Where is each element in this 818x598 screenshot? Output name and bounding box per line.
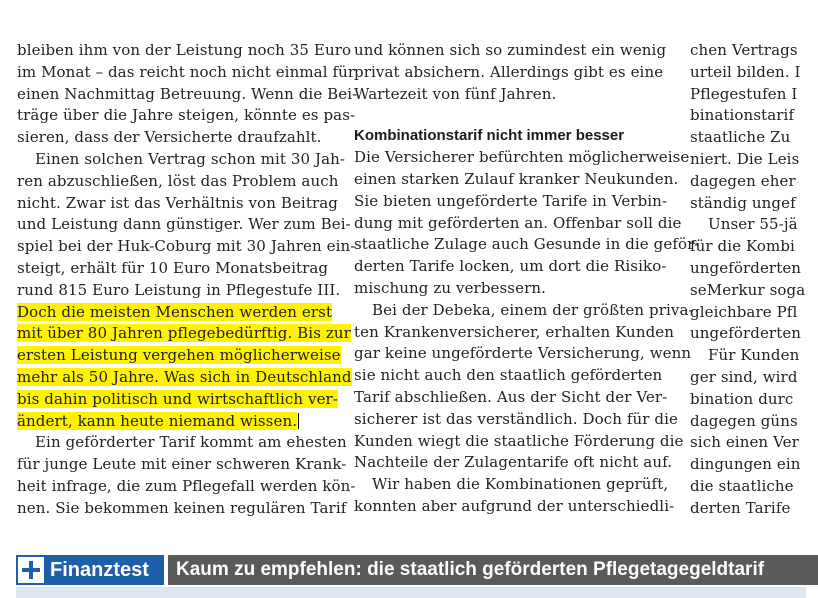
text-line: spiel bei der Huk-Coburg mit 30 Jahren ein-	[17, 237, 356, 256]
text-line: bleiben ihm von der Leistung noch 35 Euro	[17, 41, 352, 59]
article-column-2	[354, 40, 700, 518]
text-line: gar keine ungeförderte Versicherung, wenn	[354, 344, 692, 363]
text-line: ungeförderten	[690, 324, 802, 343]
text-line: sie nicht auch den staatlich geförderten	[354, 366, 663, 385]
text-line: niert. Die Leis	[690, 149, 800, 168]
text-line: dagegen güns	[690, 411, 798, 430]
text-line: urteil bilden. I	[690, 62, 801, 81]
text-line: Kunden wiegt die staatliche Förderung die	[354, 431, 684, 450]
text-line	[17, 345, 341, 367]
paragraph-8	[690, 40, 810, 214]
text-line: Die Versicherer befürchten möglicherweise	[354, 148, 690, 167]
highlighted-text: Doch die meisten Menschen werden erst	[17, 302, 333, 321]
text-line: sicherer ist das verständlich. Doch für die	[354, 409, 678, 428]
text-line: ständig ungef	[690, 193, 796, 212]
text-line: Für Kunden	[708, 346, 800, 365]
text-line	[17, 323, 351, 345]
text-line: und Leistung dann günstiger. Wer zum Bei-	[17, 215, 351, 234]
text-cursor	[298, 413, 299, 429]
text-line: für die Kombi	[690, 237, 795, 256]
text-line: Sie bieten ungeförderte Tarife in Verbin-	[354, 191, 668, 210]
text-line: und können sich so zumindest ein wenig	[354, 41, 667, 59]
text-line: Wartezeit von fünf Jahren.	[354, 84, 557, 103]
highlighted-text: ändert, kann heute niemand wissen.	[17, 411, 298, 430]
text-line: die staatliche	[690, 476, 794, 495]
text-line: sich einen Ver	[690, 433, 799, 452]
text-line: nen. Sie bekommen keinen regulären Tarif	[17, 498, 347, 517]
text-line: dagegen eher	[690, 171, 796, 190]
headline-text: Kaum zu empfehlen: die staatlich geförderten Pflegetagegeldtarif	[176, 559, 765, 580]
text-line: dung mit geförderten an. Offenbar soll die	[354, 213, 682, 232]
text-line: gleichbare Pfl	[690, 302, 798, 321]
text-line: mischung zu verbessern.	[354, 278, 546, 297]
text-line: konnten aber aufgrund der unterschiedli-	[354, 496, 675, 515]
text-line: Wir haben die Kombinationen geprüft,	[372, 475, 669, 494]
finanztest-banner	[16, 555, 816, 585]
text-line: dingungen ein	[690, 455, 801, 474]
text-line: einen starken Zulauf kranker Neukunden.	[354, 169, 679, 188]
text-line: einen Nachmittag Betreuung. Wenn die Bei-	[17, 84, 358, 103]
text-line: sieren, dass der Versicherte draufzahlt.	[17, 128, 322, 147]
finanztest-logo	[16, 555, 164, 585]
highlighted-text: mit über 80 Jahren pflegebedürftig. Bis zur	[17, 324, 351, 343]
text-line: derten Tarife locken, um dort die Risiko-	[354, 257, 667, 276]
logo-text: Finanztest	[50, 559, 149, 581]
paragraph-7	[354, 474, 675, 518]
text-line: bination durc	[690, 389, 794, 408]
text-line: binationstarif	[690, 106, 795, 125]
paragraph-10	[690, 345, 810, 519]
text-line: ger sind, wird	[690, 367, 798, 386]
text-line: Unser 55-jä	[708, 215, 798, 234]
paragraph-5	[354, 147, 700, 300]
subheading: Kombinationstarif nicht immer besser	[354, 127, 625, 145]
text-line: ungeförderten	[690, 258, 802, 277]
text-line: träge über die Jahre steigen, könnte es pas-	[17, 106, 356, 125]
text-line: ten Krankenversicherer, erhalten Kunden	[354, 322, 675, 341]
text-line	[17, 367, 352, 389]
text-line: derten Tarife	[690, 498, 791, 517]
article-column-1	[17, 40, 358, 520]
text-line: im Monat – das reicht noch nicht einmal für	[17, 62, 356, 81]
text-line: ren abzuschließen, löst das Problem auch	[17, 171, 339, 190]
paragraph-2	[17, 149, 356, 302]
text-line: rund 815 Euro Leistung in Pflegestufe III.	[17, 280, 341, 299]
text-line: Ein geförderter Tarif kommt am ehesten	[35, 433, 347, 452]
text-line: heit infrage, die zum Pflegefall werden kön-	[17, 476, 356, 495]
text-line: Pflegestufen I	[690, 84, 798, 103]
highlighted-text: bis dahin politisch und wirtschaftlich ver-	[17, 389, 338, 408]
text-line: staatliche Zu	[690, 128, 791, 147]
text-line: privat absichern. Allerdings gibt es eine	[354, 62, 664, 81]
paragraph-6	[354, 300, 694, 474]
paragraph-1	[17, 40, 358, 149]
paragraph-3	[17, 432, 356, 519]
article-column-3	[690, 40, 810, 520]
text-line: Tarif abschließen. Aus der Sicht der Ver-	[354, 387, 668, 406]
text-line: seMerkur soga	[690, 280, 806, 299]
text-line: chen Vertrags	[690, 41, 798, 59]
plus-icon	[16, 555, 46, 585]
text-line	[17, 302, 333, 324]
paragraph-4	[354, 40, 667, 105]
text-line: Einen solchen Vertrag schon mit 30 Jah-	[35, 149, 346, 168]
text-line: steigt, erhält für 10 Euro Monatsbeitrag	[17, 258, 329, 277]
text-line: Nachteile der Zulagentarife oft nicht auf.	[354, 453, 673, 472]
highlighted-paragraph	[17, 302, 352, 433]
highlighted-text: mehr als 50 Jahre. Was sich in Deutschland	[17, 367, 352, 386]
bottom-strip	[16, 587, 806, 598]
text-line: für junge Leute mit einer schweren Krank-	[17, 455, 347, 474]
text-line: staatliche Zulage auch Gesunde in die geför-	[354, 235, 700, 254]
text-line	[17, 389, 338, 411]
text-line	[17, 411, 329, 433]
highlighted-text: ersten Leistung vergehen möglicherweise	[17, 346, 341, 365]
paragraph-9	[690, 214, 810, 345]
text-line: Bei der Debeka, einem der größten priva-	[372, 300, 694, 319]
headline-bar	[168, 555, 818, 585]
text-line: nicht. Zwar ist das Verhältnis von Beitrag	[17, 193, 338, 212]
